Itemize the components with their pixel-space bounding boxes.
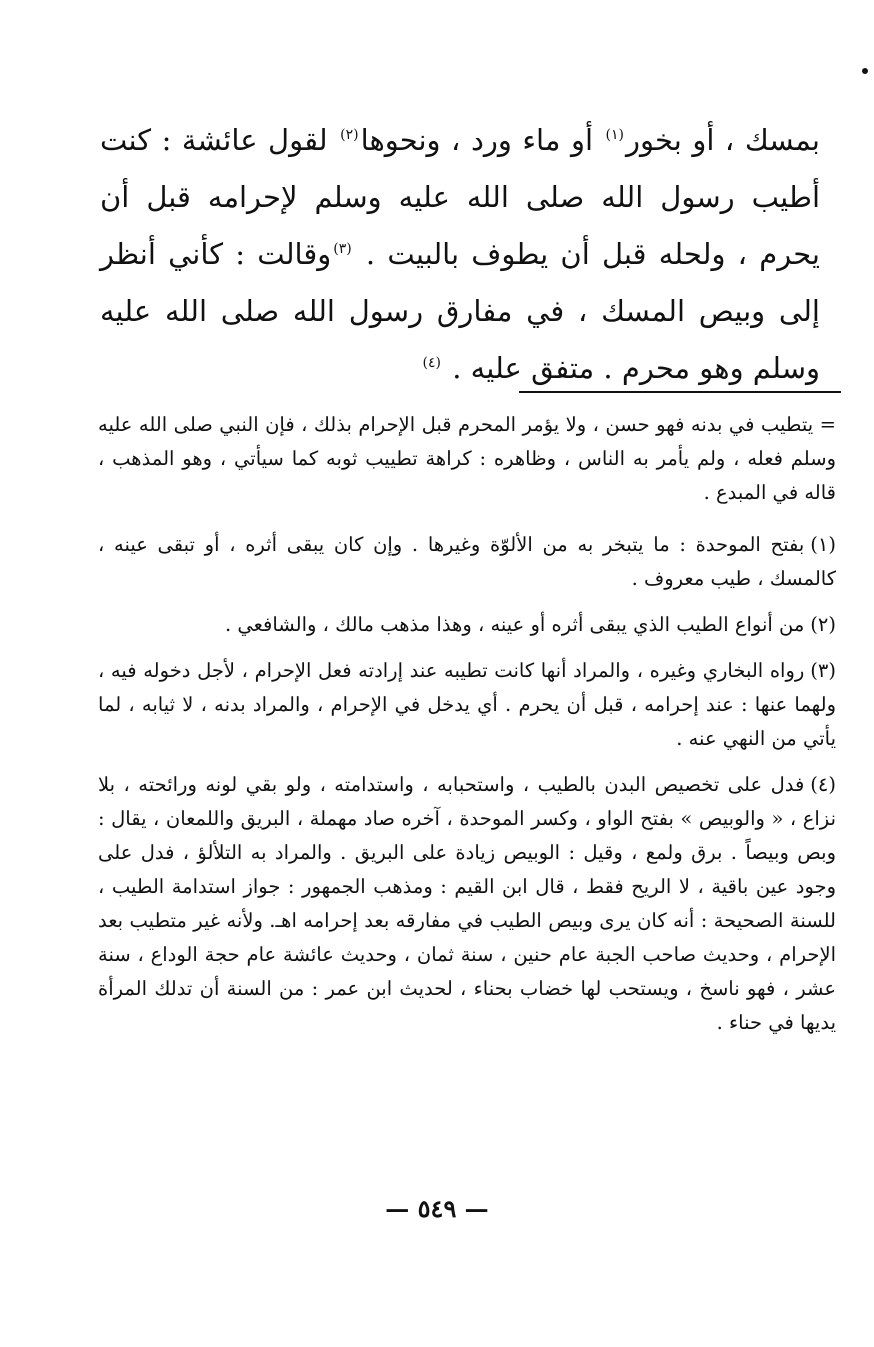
text-segment: وقالت : كأني أنظر إلى وبيص المسك ، في مفارق رسول الله صلى الله عليه وسلم وهو محرم . متفق عليه .: [100, 237, 820, 385]
corner-dot: [862, 68, 868, 74]
footnote-ref-3: (٣): [333, 241, 352, 258]
footnote-3: [98, 654, 836, 756]
footnote-number: (٢): [810, 613, 836, 636]
footnote-2: [98, 608, 836, 642]
footnote-ref-2: (٢): [340, 127, 359, 144]
footnote-number: (٤): [810, 773, 836, 796]
footnote-number: (٣): [810, 659, 836, 682]
text-segment: بمسك ، أو بخور: [626, 123, 820, 157]
footnotes-block: [98, 408, 836, 1052]
footnote-continuation: = يتطيب في بدنه فهو حسن ، ولا يؤمر المحرم قبل الإحرام بذلك ، فإن النبي صلى الله عليه وسلم فعله ، ولم يأمر به الناس ، وظاهره : كراهة تطييب ثوبه كما سيأتي ، وهو المذهب ، قاله في المبدع .: [98, 413, 836, 504]
footnote-text: فدل على تخصيص البدن بالطيب ، واستحبابه ، واستدامته ، ولو بقي لونه ورائحته ، بلا نزاع ، « والوبيص » بفتح الواو ، وكسر الموحدة ، آخره صاد مهملة ، البريق واللمعان ، يقال : وبص وبيصاً . برق ولمع ، وقيل : الوبيص زيادة على البريق . والمراد به التلألؤ ، فدل على وجود عين باقية ، لا الريح فقط ، قال ابن القيم : ومذهب الجمهور : جواز استدامة الطيب ، للسنة الصحيحة : أنه كان يرى وبيص الطيب في مفارقه بعد إحرامه اهـ. ولأنه غير متطيب بعد الإحرام ، وحديث صاحب الجبة عام حنين ، سنة ثمان ، وحديث عائشة عام حجة الوداع ، سنة عشر ، فهو ناسخ ، ويستحب لها خضاب بحناء ، لحديث ابن عمر : من السنة أن تدلك المرأة يديها في حناء .: [98, 773, 836, 1034]
footnote-4: [98, 768, 836, 1040]
footnote-text: بفتح الموحدة : ما يتبخر به من الألوّة وغيرها . وإن كان يبقى أثره ، أو تبقى عينه ، كالمسك ، طيب معروف .: [98, 533, 836, 590]
main-paragraph: [100, 112, 820, 397]
footnote-text: من أنواع الطيب الذي يبقى أثره أو عينه ، وهذا مذهب مالك ، والشافعي .: [224, 613, 805, 636]
text-segment: أو ماء ورد ، ونحوها: [360, 123, 604, 157]
footnote-separator: [519, 391, 841, 393]
footnote-text: رواه البخاري وغيره ، والمراد أنها كانت تطيبه عند إرادته فعل الإحرام ، لأجل دخوله فيه ، ولهما عنها : عند إحرامه ، قبل أن يحرم . أي يدخل في الإحرام ، والمراد بدنه ، لا ثيابه ، لما يأتي من النهي عنه .: [98, 659, 836, 750]
footnote-ref-4: (٤): [422, 355, 441, 372]
footnote-number: (١): [810, 533, 836, 556]
text-segment: لقول عائشة : كنت أطيب رسول الله صلى الله عليه وسلم لإحرامه قبل أن يحرم ، ولحله قبل أن يطوف بالبيت .: [100, 123, 820, 271]
footnote-1: [98, 528, 836, 596]
footnote-ref-1: (١): [605, 127, 625, 144]
main-text-block: [100, 112, 820, 397]
page-number: — ٥٤٩ —: [385, 1194, 489, 1223]
